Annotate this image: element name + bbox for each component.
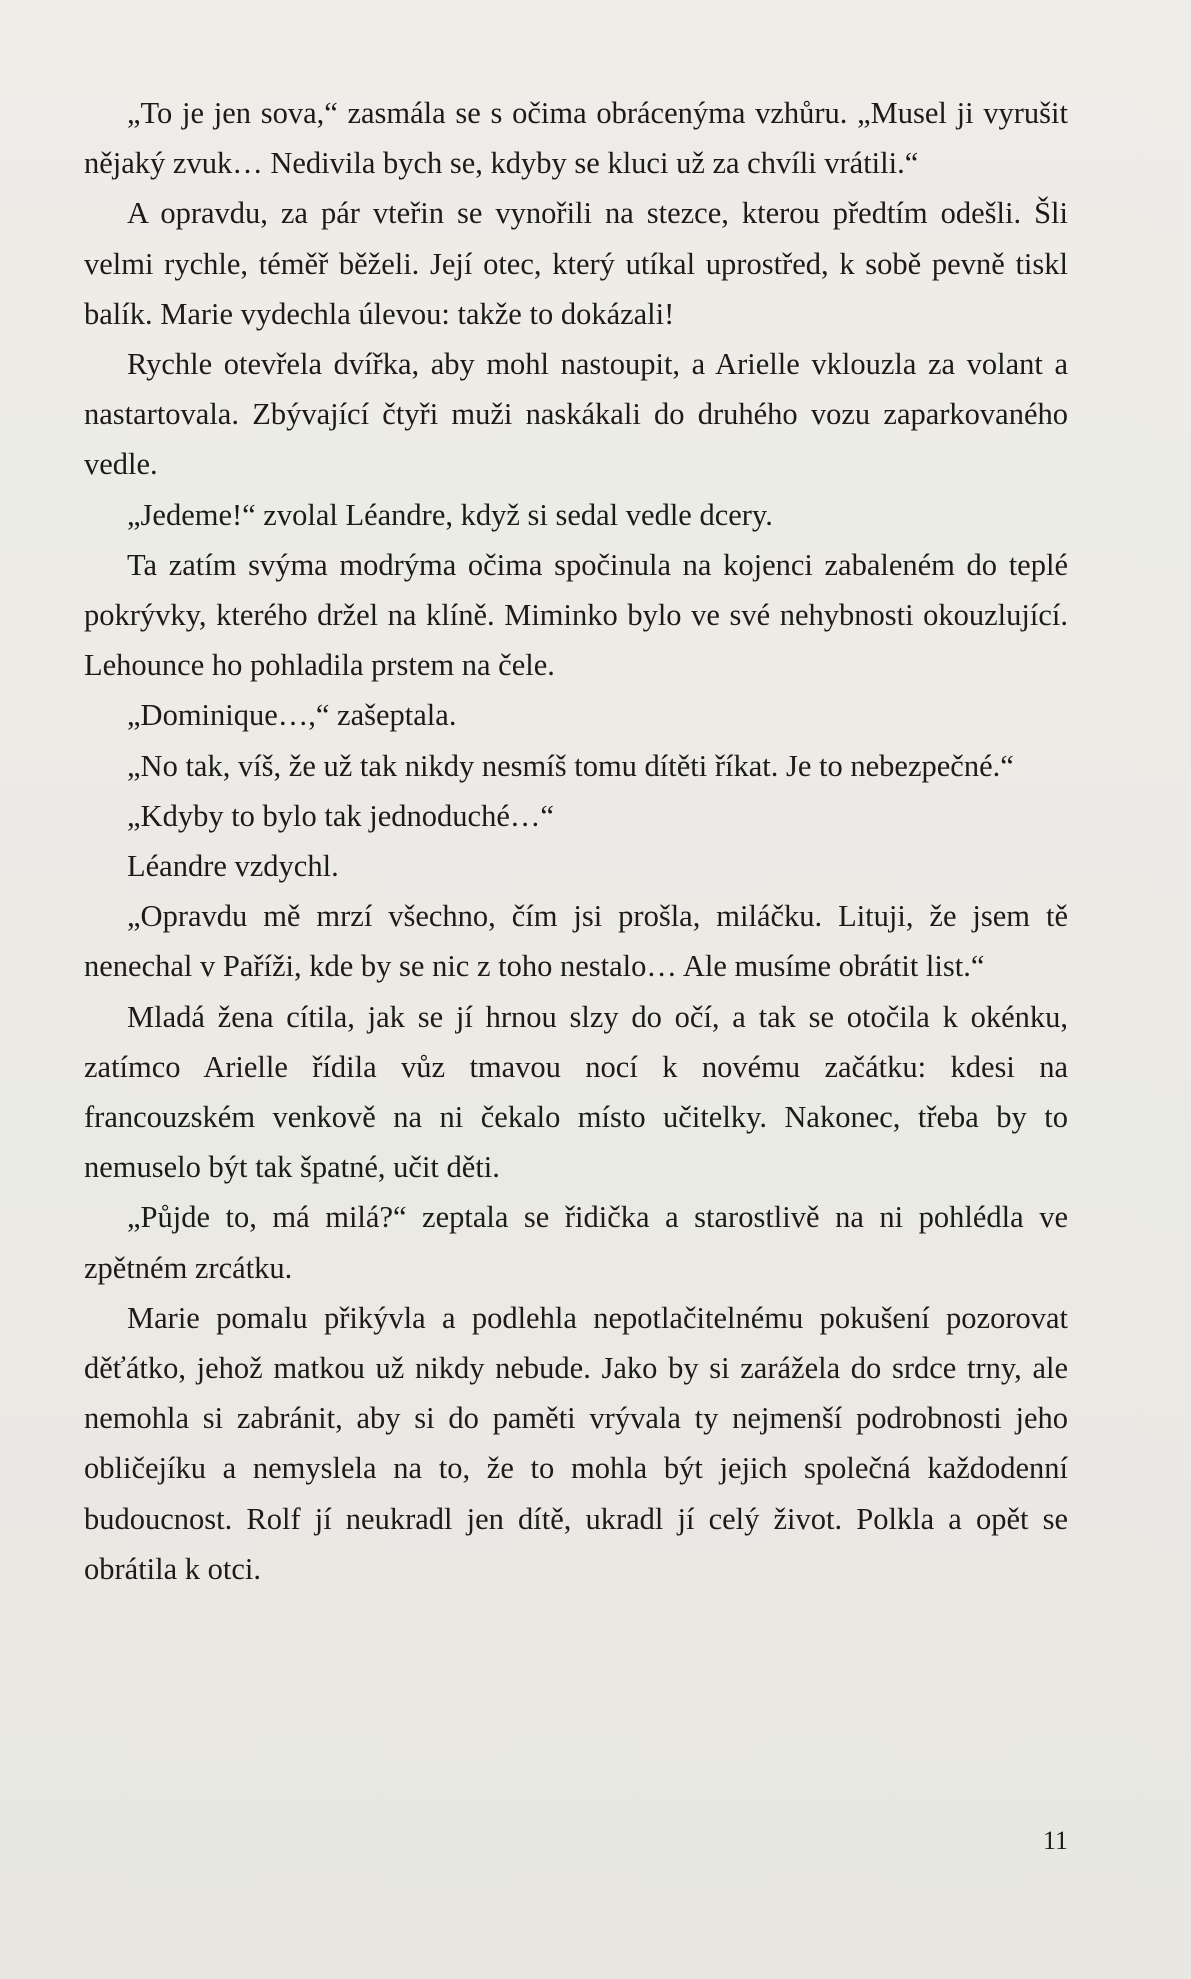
paragraph: „No tak, víš, že už tak nikdy nesmíš tomu dítěti říkat. Je to nebezpečné.“ xyxy=(127,748,1014,783)
paragraph: Ta zatím svýma modrýma očima spočinula na kojenci zabaleném do teplé pokrývky, kterého držel na klíně. Miminko bylo ve své nehybnosti okouzlující. Lehounce ho pohladila prstem na čele. xyxy=(84,547,1068,683)
paragraph: Marie pomalu přikývla a podlehla nepotlačitelnému pokušení pozorovat děťátko, jehož matkou už nikdy nebude. Jako by si zarážela do srdce trny, ale nemohla si zabránit, aby si do paměti vrývala ty nejmenší podrobnosti jeho obličejíku a nemyslela na to, že to mohla být jejich společná každodenní budoucnost. Rolf jí neukradl jen dítě, ukradl jí celý život. Polkla a opět se obrátila k otci. xyxy=(84,1300,1068,1586)
paragraph: „Opravdu mě mrzí všechno, čím jsi prošla, miláčku. Lituji, že jsem tě nenechal v Paříži, kde by se nic z toho nestalo… Ale musíme obrátit list.“ xyxy=(84,899,1068,984)
body-text xyxy=(84,88,1068,1594)
paragraph: „Dominique…,“ zašeptala. xyxy=(127,698,457,733)
paragraph: Léandre vzdychl. xyxy=(127,849,339,884)
paragraph: „Kdyby to bylo tak jednoduché…“ xyxy=(127,798,554,833)
paragraph: „Půjde to, má milá?“ zeptala se řidička a starostlivě na ni pohlédla ve zpětném zrcátku. xyxy=(84,1200,1068,1285)
paragraph: „To je jen sova,“ zasmála se s očima obrácenýma vzhůru. „Musel ji vyrušit nějaký zvuk… Nedivila bych se, kdyby se kluci už za chvíli vrátili.“ xyxy=(84,96,1068,181)
page-number: 11 xyxy=(1042,1826,1068,1855)
paragraph: „Jedeme!“ zvolal Léandre, když si sedal vedle dcery. xyxy=(127,497,773,532)
paragraph: Rychle otevřela dvířka, aby mohl nastoupit, a Arielle vklouzla za volant a nastartovala. Zbývající čtyři muži naskákali do druhého vozu zaparkovaného vedle. xyxy=(84,347,1068,482)
paragraph: A opravdu, za pár vteřin se vynořili na stezce, kterou předtím odešli. Šli velmi rychle, téměř běželi. Její otec, který utíkal uprostřed, k sobě pevně tiskl balík. Marie vydechla úlevou: takže to dokázali! xyxy=(84,196,1068,331)
paragraph: Mladá žena cítila, jak se jí hrnou slzy do očí, a tak se otočila k okénku, zatímco Arielle řídila vůz tmavou nocí k novému začátku: kdesi na francouzském venkově na ni čekalo místo učitelky. Nakonec, třeba by to nemuselo být tak špatné, učit děti. xyxy=(84,999,1068,1185)
